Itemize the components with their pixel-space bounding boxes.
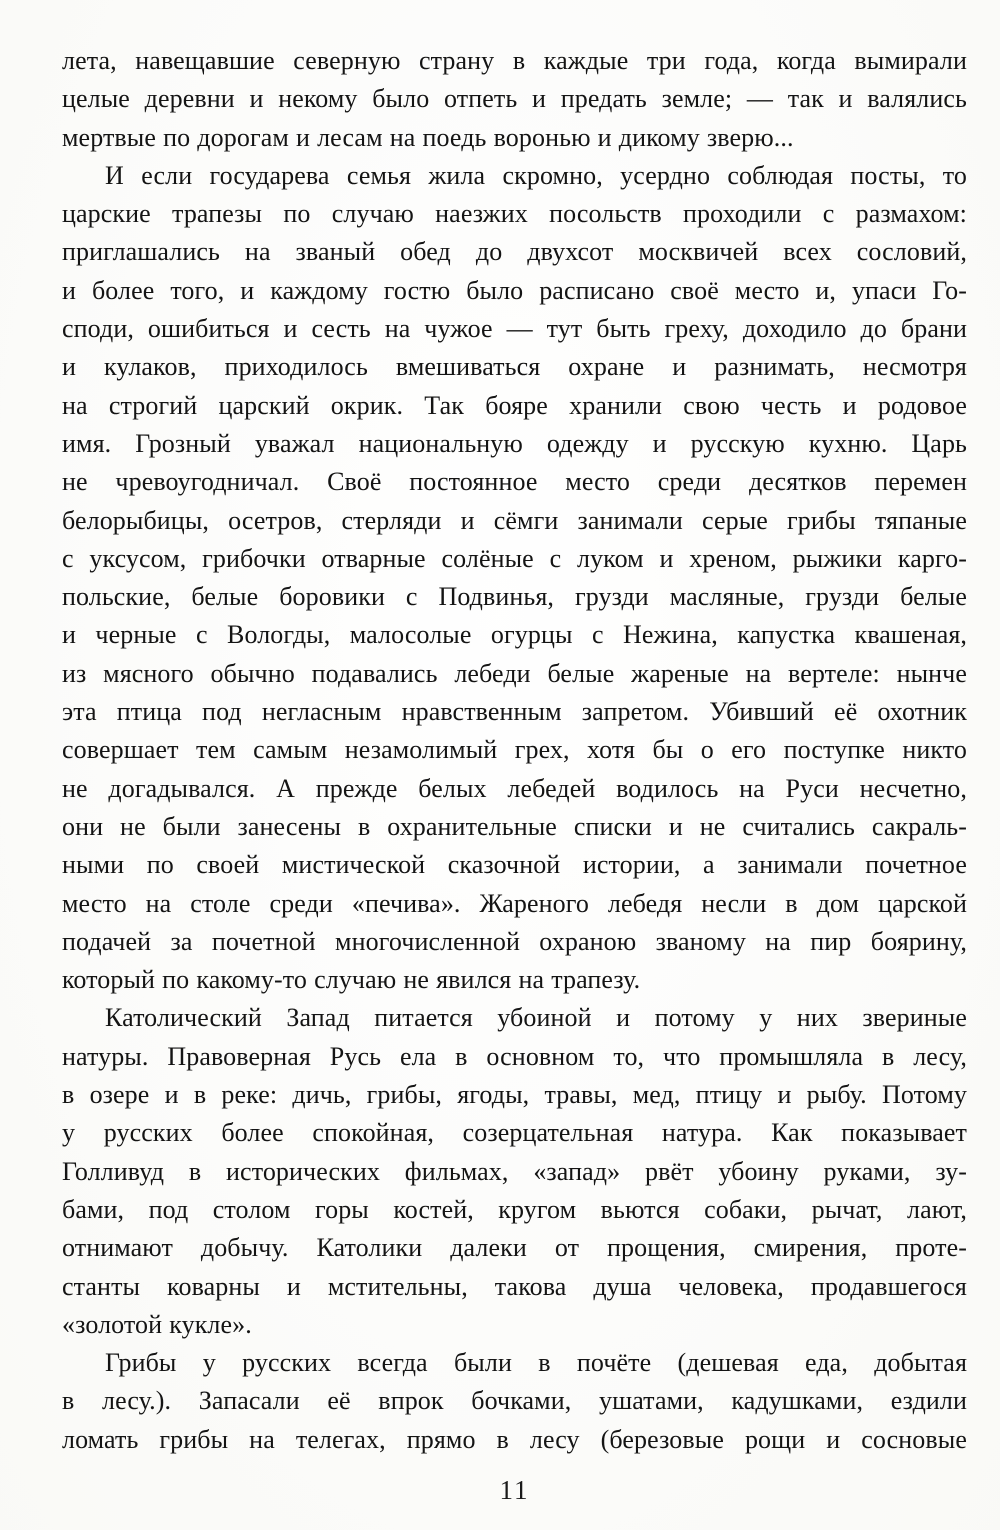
text-line: и кулаков, приходилось вмешиваться охране и разнимать, несмотря xyxy=(62,352,967,382)
text-line: они не были занесены в охранительные списки и не считались сакраль- xyxy=(62,811,967,841)
text-line: Грибы у русских всегда были в почёте (дешевая еда, добытая xyxy=(105,1348,967,1378)
text-line: не догадывался. А прежде белых лебедей водилось на Руси несчетно, xyxy=(62,773,967,803)
text-line: имя. Грозный уважал национальную одежду и русскую кухню. Царь xyxy=(62,428,967,458)
text-line: польские, белые боровики с Подвинья, грузди масляные, грузди белые xyxy=(62,582,967,612)
text-line: у русских более спокойная, созерцательная натура. Как показывает xyxy=(62,1118,967,1148)
text-block xyxy=(62,42,967,1459)
text-line: Голливуд в исторических фильмах, «запад» рвёт убоину руками, зу- xyxy=(62,1156,967,1186)
text-line: который по какому-то случаю не явился на трапезу. xyxy=(62,965,641,995)
text-line: и черные с Вологды, малосолые огурцы с Нежина, капустка квашеная, xyxy=(62,620,967,650)
text-line: отнимают добычу. Католики далеки от прощения, смирения, проте- xyxy=(62,1233,967,1263)
text-line: И если государева семья жила скромно, усердно соблюдая посты, то xyxy=(105,160,967,190)
text-line: Католический Запад питается убоиной и потому у них звериные xyxy=(105,1003,967,1033)
text-line: и более того, и каждому гостю было расписано своё место и, упаси Го- xyxy=(62,275,967,305)
page-number: 11 xyxy=(499,1474,530,1505)
text-line: ломать грибы на телегах, прямо в лесу (березовые рощи и сосновые xyxy=(62,1424,967,1454)
text-line: с уксусом, грибочки отварные солёные с луком и хреном, рыжики карго- xyxy=(62,543,967,573)
text-line: белорыбицы, осетров, стерляди и сёмги занимали серые грибы тяпаные xyxy=(62,505,967,535)
text-line: станты коварны и мстительны, такова душа человека, продавшегося xyxy=(62,1271,967,1301)
text-line: место на столе среди «печива». Жареного лебедя несли в дом царской xyxy=(62,888,967,918)
text-line: «золотой кукле». xyxy=(62,1309,252,1339)
text-line: совершает тем самым незамолимый грех, хотя бы о его поступке никто xyxy=(62,735,967,765)
text-line: на строгий царский окрик. Так бояре хранили свою честь и родовое xyxy=(62,390,967,420)
text-line: подачей за почетной многочисленной охраною званому на пир боярину, xyxy=(62,926,967,956)
text-line: приглашались на званый обед до двухсот москвичей всех сословий, xyxy=(62,237,967,267)
text-line: мертвые по дорогам и лесам на поедь воронью и дикому зверю... xyxy=(62,122,794,152)
text-line: не чревоугодничал. Своё постоянное место среди десятков перемен xyxy=(62,467,967,497)
text-line: целые деревни и некому было отпеть и предать земле; — так и валялись xyxy=(62,84,967,114)
text-line: бами, под столом горы костей, кругом вьются собаки, рычат, лают, xyxy=(62,1194,967,1224)
text-line: из мясного обычно подавались лебеди белые жареные на вертеле: нынче xyxy=(62,658,967,688)
text-line: царские трапезы по случаю наезжих посольств проходили с размахом: xyxy=(62,199,967,229)
text-line: ными по своей мистической сказочной истории, а занимали почетное xyxy=(62,850,967,880)
text-line: лета, навещавшие северную страну в каждые три года, когда вымирали xyxy=(62,46,967,75)
text-line: в лесу.). Запасали её впрок бочками, ушатами, кадушками, ездили xyxy=(62,1386,967,1416)
text-line: натуры. Правоверная Русь ела в основном то, что промышляла в лесу, xyxy=(62,1041,967,1071)
text-line: в озере и в реке: дичь, грибы, ягоды, травы, мед, птицу и рыбу. Потому xyxy=(62,1080,967,1110)
text-line: эта птица под негласным нравственным запретом. Убивший её охотник xyxy=(62,697,967,727)
text-line: споди, ошибиться и сесть на чужое — тут быть греху, доходило до брани xyxy=(62,314,967,344)
